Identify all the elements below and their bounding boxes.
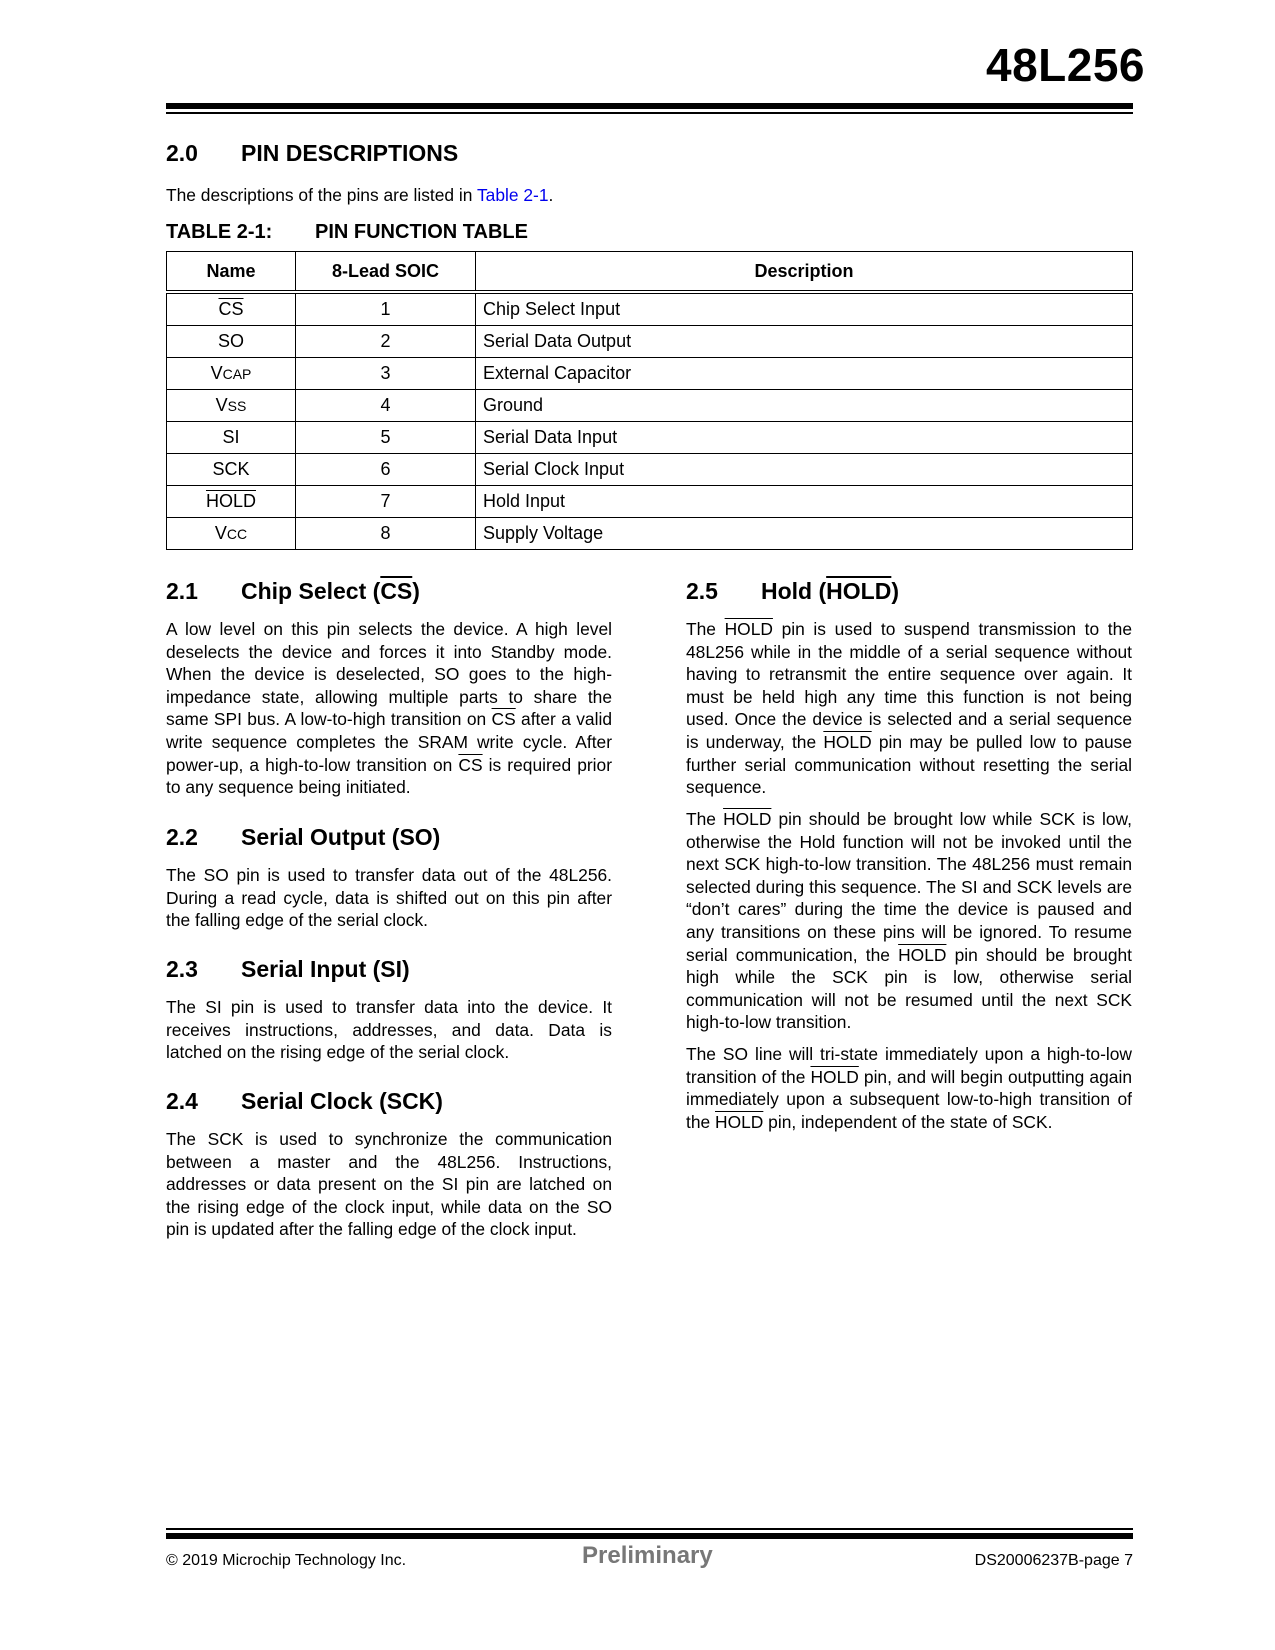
section-title-overline: CS [380, 578, 413, 604]
section-number: 2.3 [166, 956, 198, 982]
pin-description: Serial Clock Input [476, 454, 1133, 486]
pin-name: SO [167, 326, 296, 358]
pin-name-sub: CC [226, 526, 248, 542]
signal-hold: HOLD [723, 809, 772, 829]
body-text: is required prior to any sequence being initiated. [166, 754, 612, 798]
pin-description: External Capacitor [476, 358, 1133, 390]
section-2-5-heading [686, 578, 899, 605]
section-2-5-para-2 [686, 808, 1132, 1034]
section-number: 2.0 [166, 140, 198, 166]
table-2-1-link[interactable]: Table 2-1 [476, 185, 549, 205]
pin-number: 8 [296, 518, 476, 550]
header-soic: 8-Lead SOIC [296, 252, 476, 293]
pin-number: 5 [296, 422, 476, 454]
pin-name [167, 390, 296, 422]
pin-name-sub: SS [227, 398, 247, 414]
section-number: 2.4 [166, 1088, 198, 1114]
table-row [167, 292, 1133, 326]
pin-name [167, 358, 296, 390]
section-2-5-para-1 [686, 618, 1132, 799]
footer-doc-page: DS20006237B-page 7 [974, 1552, 1133, 1569]
table-row [167, 486, 1133, 518]
header-rule-thin [166, 112, 1133, 114]
signal-cs: $\overline{CS}$ [491, 709, 516, 730]
pin-number: 6 [296, 454, 476, 486]
body-text: pin may be pulled low to pause further serial communication without resetting the serial sequence. [686, 731, 1132, 798]
section-2-2-heading [166, 824, 440, 851]
pin-name-sub: CAP [222, 366, 252, 382]
pin-name [167, 518, 296, 550]
pin-name-text: $\overline{CS}$ [218, 299, 244, 319]
section-2-2-body: The SO pin is used to transfer data out of the 48L256. During a read cycle, data is shifted out on this pin after the falling edge of the serial clock. [166, 865, 612, 931]
signal-cs: $\overline{CS}$ [458, 754, 483, 775]
section-2-0-heading [166, 140, 458, 167]
pin-description: Hold Input [476, 486, 1133, 518]
pin-name-text: V [214, 523, 227, 543]
header-name: Name [167, 252, 296, 293]
header-rule-thick [166, 103, 1133, 109]
pin-number: 2 [296, 326, 476, 358]
signal-hold: HOLD [715, 1111, 764, 1132]
pin-name: SI [167, 422, 296, 454]
section-title: Serial Output (SO) [241, 824, 441, 850]
section-title-pre: Chip Select ( [241, 578, 381, 604]
section-title-pre: Hold ( [761, 578, 827, 604]
body-text: pin should be brought high while the SCK pin is low, otherwise serial communication will not be resumed until the next SCK high-to-low transition. [686, 944, 1132, 1033]
pin-name-text: HOLD [205, 491, 256, 511]
pin-name-text: V [210, 363, 223, 383]
pin-description: Ground [476, 390, 1133, 422]
section-2-5-para-3 [686, 1043, 1132, 1133]
section-title: Serial Input (SI) [241, 956, 410, 982]
body-text: The [686, 619, 725, 639]
pin-description: Chip Select Input [476, 292, 1133, 326]
footer-copyright: © 2019 Microchip Technology Inc. [166, 1552, 407, 1569]
body-text: The SO line will tri-state immediately upon a high-to-low transition of the [686, 1044, 1132, 1087]
section-title-overline: HOLD [826, 578, 892, 604]
section-number: 2.2 [166, 824, 198, 850]
section-title-post: ) [891, 578, 899, 604]
pin-number: 1 [296, 292, 476, 326]
section-title: PIN DESCRIPTIONS [241, 140, 459, 166]
header-description: Description [476, 252, 1133, 293]
body-text: after a valid write sequence completes the SRAM write cycle. After power-up, a high-to-low transition on [166, 709, 612, 775]
body-text: pin, independent of the state of SCK. [763, 1111, 1053, 1132]
body-text: The [686, 809, 724, 829]
part-number-title: 48L256 [985, 39, 1145, 91]
pin-name [167, 486, 296, 518]
intro-text: The descriptions of the pins are listed in [166, 185, 477, 205]
body-text: A low level on this pin selects the device. A high level deselects the device and forces it into Standby mode. When the device is deselected, SO goes to the high-impedance state, allowing multiple parts to share the same SPI bus. A low-to-high transition on [166, 619, 612, 730]
table-row [167, 390, 1133, 422]
footer-status: Preliminary [582, 1542, 713, 1569]
section-number: 2.1 [166, 578, 198, 604]
body-text: pin is used to suspend transmission to the 48L256 while in the middle of a serial sequence without having to retransmit the entire sequence over again. It must be held high any time this function is not being used. Once the device is selected and a serial sequence is underway, the [686, 619, 1132, 752]
pin-name-text: V [215, 395, 228, 415]
table-caption-title: PIN FUNCTION TABLE [315, 221, 528, 243]
pin-description: Supply Voltage [476, 518, 1133, 550]
table-row [167, 454, 1133, 486]
pin-name: SCK [167, 454, 296, 486]
intro-end: . [548, 185, 554, 205]
section-2-0-intro [166, 184, 766, 207]
section-2-1-heading [166, 578, 420, 605]
section-2-1-body [166, 618, 612, 799]
pin-description: Serial Data Output [476, 326, 1133, 358]
pin-number: 3 [296, 358, 476, 390]
table-row [167, 518, 1133, 550]
signal-hold: HOLD [810, 1066, 859, 1087]
section-2-4-body: The SCK is used to synchronize the communication between a master and the 48L256. Instructions, addresses or data present on the SI pin are latched on the rising edge of the clock input, while data on the SO pin is updated after the falling edge of the clock input. [166, 1129, 612, 1240]
footer-rule-thick [166, 1533, 1133, 1539]
signal-hold: HOLD [724, 619, 773, 639]
signal-hold: HOLD [898, 944, 947, 965]
pin-number: 4 [296, 390, 476, 422]
pin-description: Serial Data Input [476, 422, 1133, 454]
footer-rule-thin [166, 1528, 1133, 1530]
table-header-row [167, 252, 1133, 293]
section-title: Serial Clock (SCK) [241, 1088, 443, 1114]
pin-name [167, 292, 296, 326]
section-number: 2.5 [686, 578, 718, 604]
table-caption-number: TABLE 2-1: [166, 221, 273, 243]
table-row [167, 326, 1133, 358]
table-row [167, 422, 1133, 454]
section-2-3-heading [166, 956, 410, 983]
table-caption [166, 221, 528, 244]
pin-function-table [166, 251, 1133, 550]
signal-hold: HOLD [823, 731, 872, 752]
section-title-post: ) [412, 578, 420, 604]
table-row [167, 358, 1133, 390]
body-text: pin, and will begin outputting again immediately upon a subsequent low-to-high transition of the [686, 1066, 1132, 1132]
section-2-3-body: The SI pin is used to transfer data into the device. It receives instructions, addresses, and data. Data is latched on the rising edge of the serial clock. [166, 997, 612, 1063]
section-2-4-heading [166, 1088, 443, 1115]
body-text: pin should be brought low while SCK is low, otherwise the Hold function will not be invoked until the next SCK high-to-low transition. The 48L256 must remain selected during this sequence. The SI and SCK levels are “don’t cares” during the time the device is paused and any transitions on these pins will be ignored. To resume serial communication, the [686, 809, 1132, 965]
pin-number: 7 [296, 486, 476, 518]
